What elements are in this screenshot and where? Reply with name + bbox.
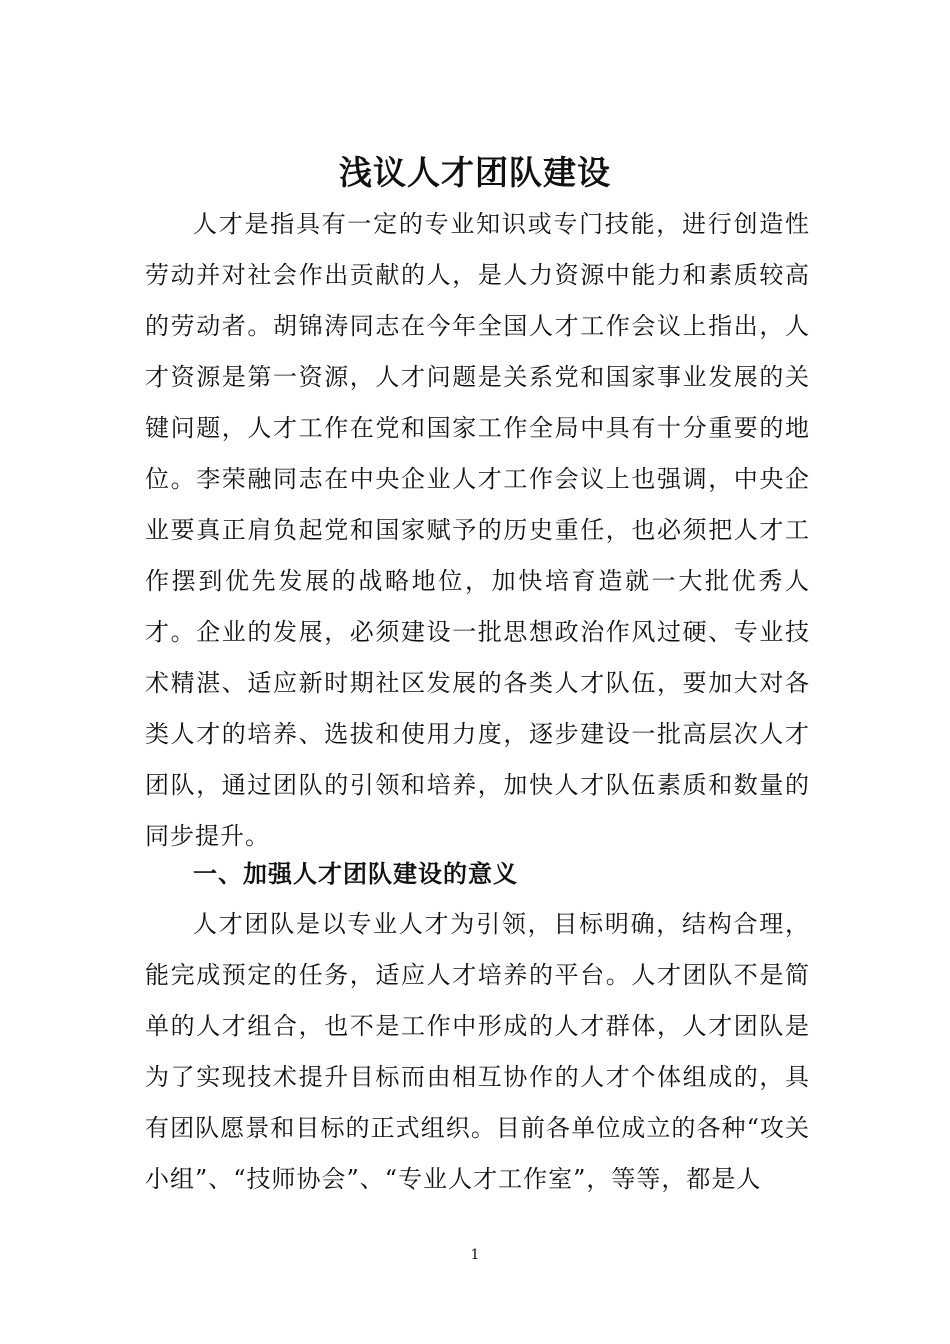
- section-heading: 一、加强人才团队建设的意义: [193, 859, 518, 888]
- page-number: 1: [470, 1247, 480, 1263]
- document-title: 浅议人才团队建设: [339, 153, 611, 193]
- intro-paragraph: 人才是指具有一定的专业知识或专门技能，进行创造性劳动并对社会作出贡献的人，是人力资源中能力和素质较高的劳动者。胡锦涛同志在今年全国人才工作会议上指出，人才资源是第一资源，人才问题是关系党和国家事业发展的关键问题，人才工作在党和国家工作全局中具有十分重要的地位。李荣融同志在中央企业人才工作会议上也强调，中央企业要真正肩负起党和国家赋予的历史重任，也必须把人才工作摆到优先发展的战略地位，加快培育造就一大批优秀人才。企业的发展，必须建设一批思想政治作风过硬、专业技术精湛、适应新时期社区发展的各类人才队伍，要加大对各类人才的培养、选拔和使用力度，逐步建设一批高层次人才团队，通过团队的引领和培养，加快人才队伍素质和数量的同步提升。: [145, 210, 810, 850]
- section-paragraph: 人才团队是以专业人才为引领，目标明确，结构合理，能完成预定的任务，适应人才培养的平台。人才团队不是简单的人才组合，也不是工作中形成的人才群体，人才团队是为了实现技术提升目标而由相互协作的人才个体组成的，具有团队愿景和目标的正式组织。目前各单位成立的各种“攻关小组”、“技师协会”、“专业人才工作室”，等等，都是人: [145, 910, 810, 1193]
